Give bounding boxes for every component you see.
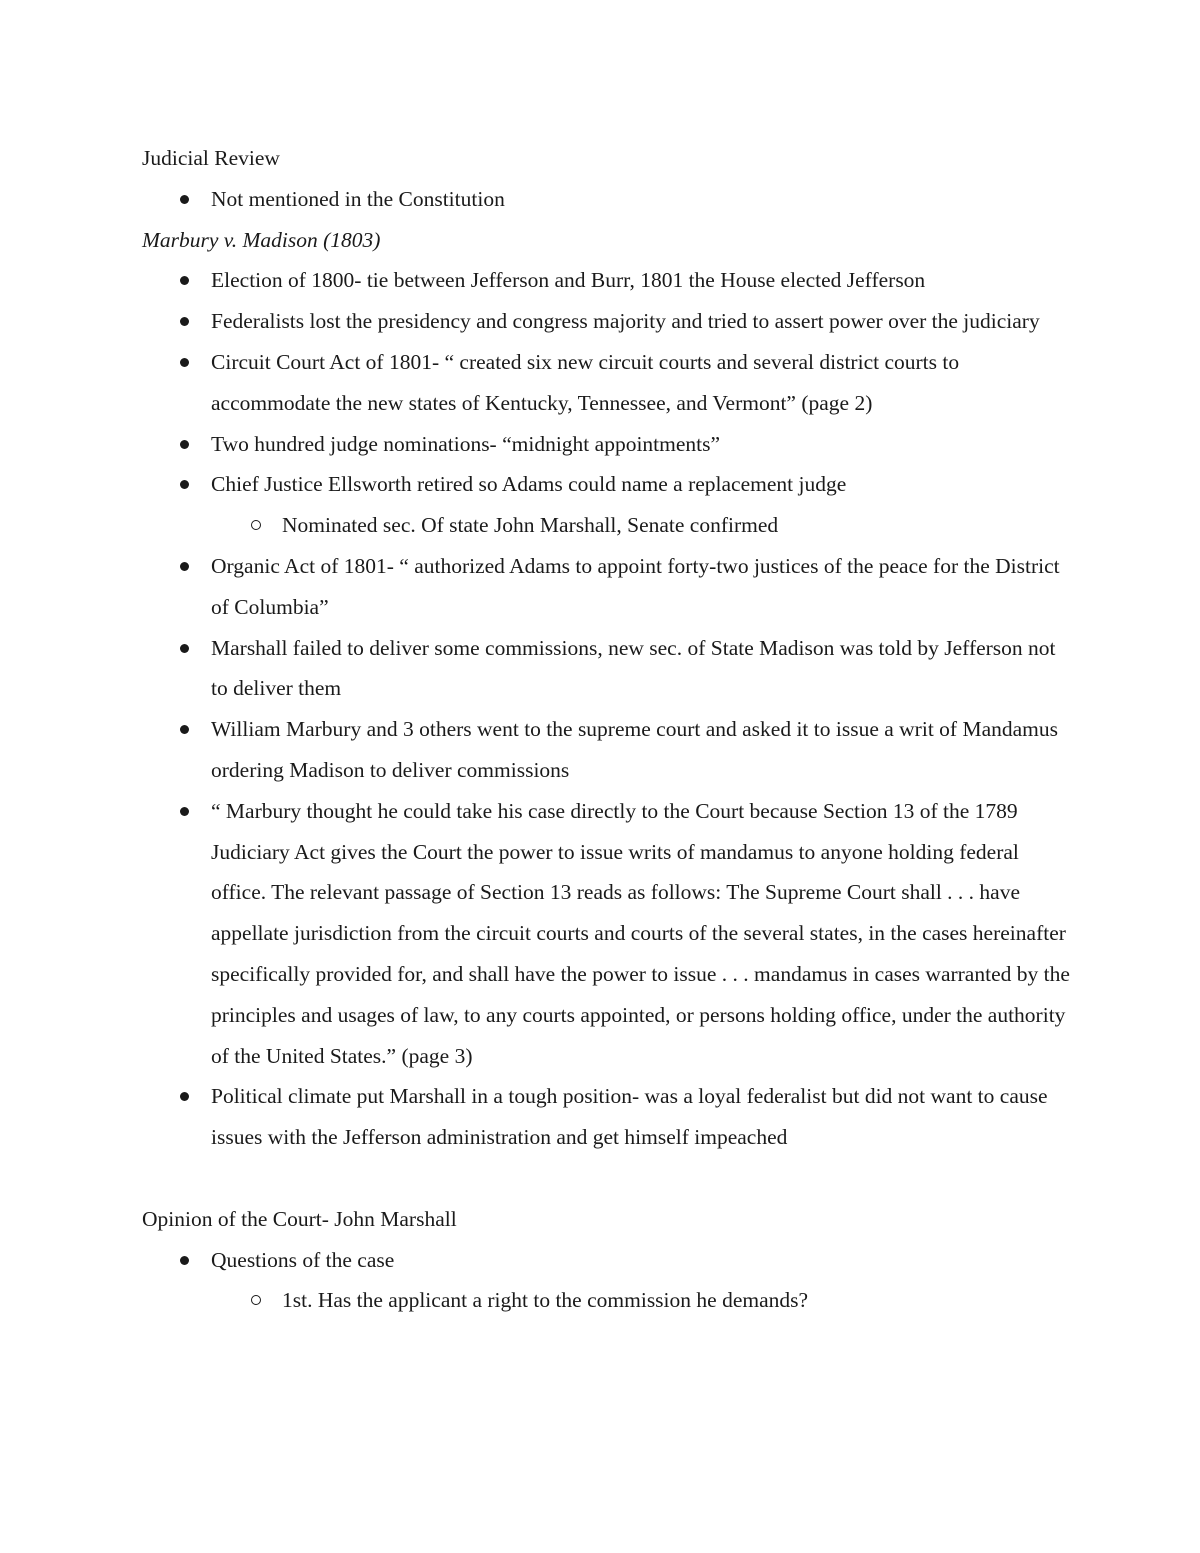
- bullet-item: Federalists lost the presidency and congress majority and tried to assert power over the judiciary: [142, 301, 1072, 342]
- bullet-item: Election of 1800- tie between Jefferson and Burr, 1801 the House elected Jefferson: [142, 260, 1072, 301]
- bullet-item: Two hundred judge nominations- “midnight appointments”: [142, 424, 1072, 465]
- bullet-item: Organic Act of 1801- “ authorized Adams to appoint forty-two justices of the peace for the District of Columbia”: [142, 546, 1072, 628]
- bullet-list-judicial-review: [142, 179, 1072, 220]
- bullet-item-quote: “ Marbury thought he could take his case directly to the Court because Section 13 of the 1789 Judiciary Act gives the Court the power to issue writs of mandamus to anyone holding federal office. The relevant passage of Section 13 reads as follows: The Supreme Court shall . . . have appellate jurisdiction from the circuit courts and courts of the several states, in the cases hereinafter specifically provided for, and shall have the power to issue . . . mandamus in cases warranted by the principles and usages of law, to any courts appointed, or persons holding office, under the authority of the United States.” (page 3): [142, 791, 1072, 1077]
- bullet-item: Not mentioned in the Constitution: [142, 179, 1072, 220]
- bullet-item: Questions of the case: [142, 1240, 1072, 1281]
- sub-bullet-item: 1st. Has the applicant a right to the commission he demands?: [142, 1280, 1072, 1321]
- section-heading-marbury-v-madison: Marbury v. Madison (1803): [142, 227, 381, 252]
- document-body: [142, 138, 1072, 1321]
- bullet-item: William Marbury and 3 others went to the supreme court and asked it to issue a writ of Mandamus ordering Madison to deliver commissions: [142, 709, 1072, 791]
- section-heading-judicial-review: Judicial Review: [142, 146, 280, 170]
- section-heading-opinion-of-the-court: Opinion of the Court- John Marshall: [142, 1206, 457, 1231]
- sub-bullet-item: Nominated sec. Of state John Marshall, Senate confirmed: [142, 505, 1072, 546]
- bullet-list-marbury-v-madison: [142, 260, 1072, 1158]
- bullet-item: Circuit Court Act of 1801- “ created six new circuit courts and several district courts to accommodate the new states of Kentucky, Tennessee, and Vermont” (page 2): [142, 342, 1072, 424]
- bullet-item: Chief Justice Ellsworth retired so Adams could name a replacement judge: [142, 464, 1072, 505]
- bullet-item: Political climate put Marshall in a tough position- was a loyal federalist but did not want to cause issues with the Jefferson administration and get himself impeached: [142, 1076, 1072, 1158]
- bullet-item: Marshall failed to deliver some commissions, new sec. of State Madison was told by Jefferson not to deliver them: [142, 628, 1072, 710]
- bullet-list-opinion-of-the-court: [142, 1240, 1072, 1322]
